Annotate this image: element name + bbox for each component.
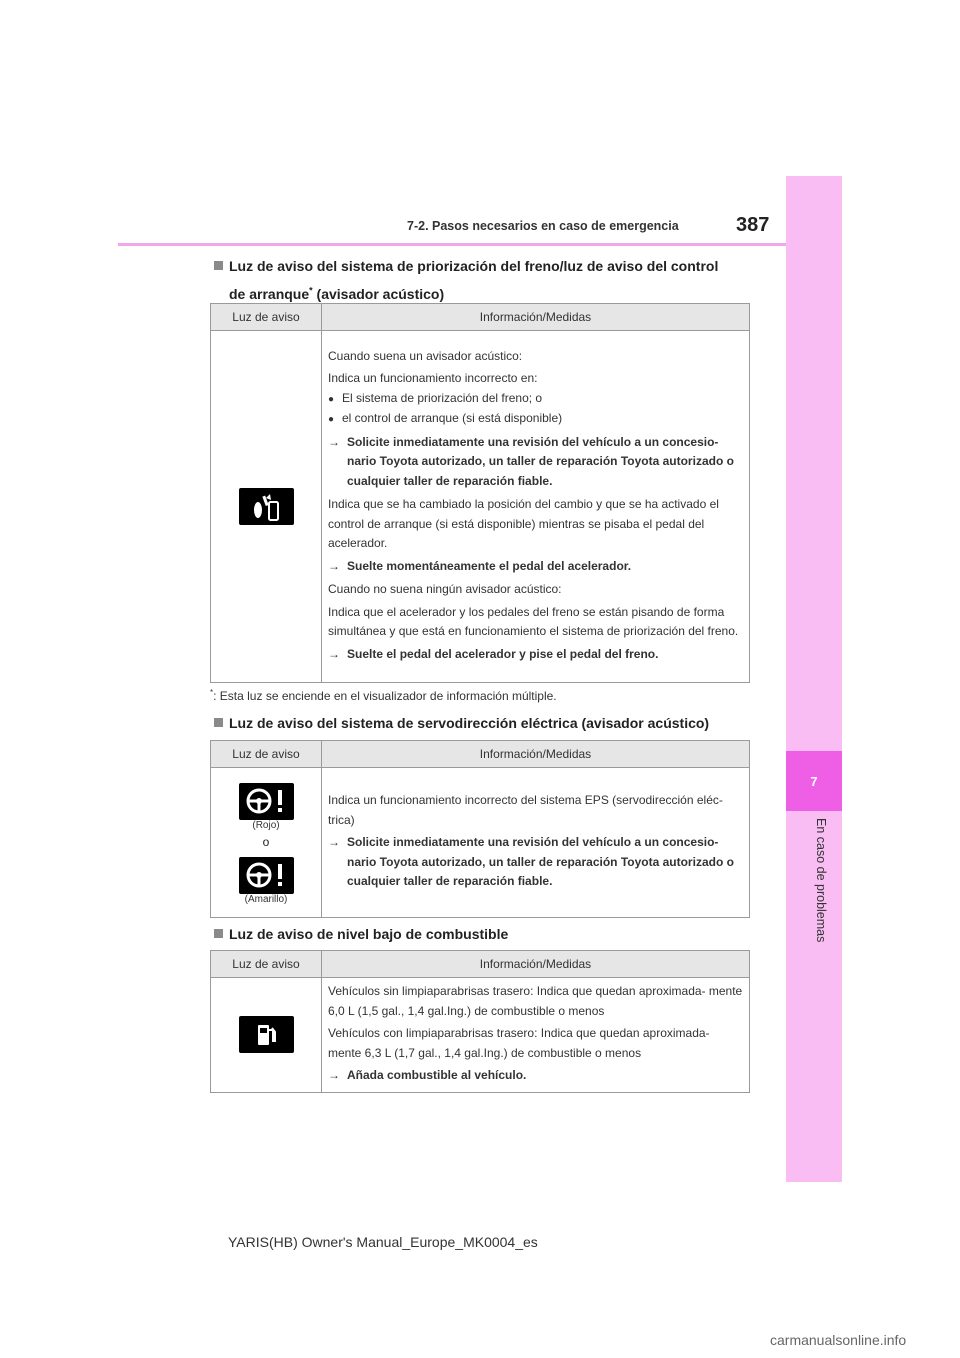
header-divider [118,243,786,246]
footnote: *: Esta luz se enciende en el visualizador de información múltiple. [210,688,557,703]
brake-override-warning-icon [239,488,294,525]
watermark: carmanualsonline.info [770,1332,907,1348]
caption-yellow: (Amarillo) [244,893,288,905]
fuel-pump-icon [239,1016,294,1053]
column-header-light: Luz de aviso [211,741,322,768]
caption-red: (Rojo) [252,819,280,831]
chapter-number-tab: 7 [786,751,842,811]
column-header-info: Información/Medidas [322,304,750,331]
or-text: o [262,834,270,849]
arrow-icon: → [328,1068,340,1082]
arrow-icon: → [328,646,340,661]
column-header-light: Luz de aviso [211,951,322,978]
footer-manual-id: YARIS(HB) Owner's Manual_Europe_MK0004_es [228,1234,538,1250]
square-bullet-icon [214,261,223,270]
column-header-info: Información/Medidas [322,951,750,978]
bullet-icon: ● [328,393,335,405]
square-bullet-icon [214,929,223,938]
page-number: 387 [736,214,770,236]
section-heading-brake-override: Luz de aviso del sistema de priorización del freno/luz de aviso del control de arranque* (avisador acústico) [214,254,754,306]
brake-override-table: Luz de aviso Información/Medidas Cuando suena un avisador acústico: Indica un funcionamiento incorrecto en: ● El sistema de priorización del freno; o ● el control de arranque (si está disponible) → Solicite inmediatamente una revisión del vehículo a un concesio- nario Toyota autorizado, un taller de reparación Toyota autorizado o cualquier taller de reparación fiable. Indica que se ha cambiado la posición del cambio y que se ha activado el control de arranque (si está disponible) mientras se pisaba el pedal del acelerador. → Suelte momentáneamente el pedal del acelerador. Cuando no suena ningún avisador acústico: Indica que el acelerador y los pedales del freno se están pisando de forma simultánea y que está en funcionamiento el sistema de priorización del freno. → Suelte el pedal del acelerador y pise el pedal del freno. [210,303,750,683]
fuel-table: Luz de aviso Información/Medidas Vehículos sin limpiaparabrisas trasero: Indica que quedan aproximada- mente 6,0 L (1,5 gal., 1,4 gal.Ing.) de combustible o menos Vehículos con limpiaparabrisas trasero: Indica que quedan aproximada- mente 6,3 L (1,7 gal., 1,4 gal.Ing.) de combustible o menos → Añada combustible al vehículo. [210,950,750,1093]
section-heading-fuel: Luz de aviso de nivel bajo de combustible [214,922,754,946]
column-header-light: Luz de aviso [211,304,322,331]
chapter-sidebar [786,176,842,1182]
bullet-icon: ● [328,414,335,426]
section-header: 7-2. Pasos necesarios en caso de emergencia [407,219,679,233]
arrow-icon: → [328,434,340,449]
arrow-icon: → [328,835,340,850]
eps-table: Luz de aviso Información/Medidas (Rojo) o (Amarillo) Indica un funcionamiento incorrecto del sistema EPS (servodirección eléc- trica) → Solicite inmediatamente una revisión del vehículo a un concesio- nario Toyota autorizado, un taller de reparación Toyota autorizado o cualquier taller de reparación fiable. [210,740,750,918]
column-header-info: Información/Medidas [322,741,750,768]
square-bullet-icon [214,718,223,727]
arrow-icon: → [328,558,340,573]
chapter-title: En caso de problemas [814,818,828,943]
section-heading-eps: Luz de aviso del sistema de servodirección eléctrica (avisador acústico) [214,711,754,735]
steering-warning-icon-yellow [239,857,294,894]
steering-warning-icon-red [239,783,294,820]
